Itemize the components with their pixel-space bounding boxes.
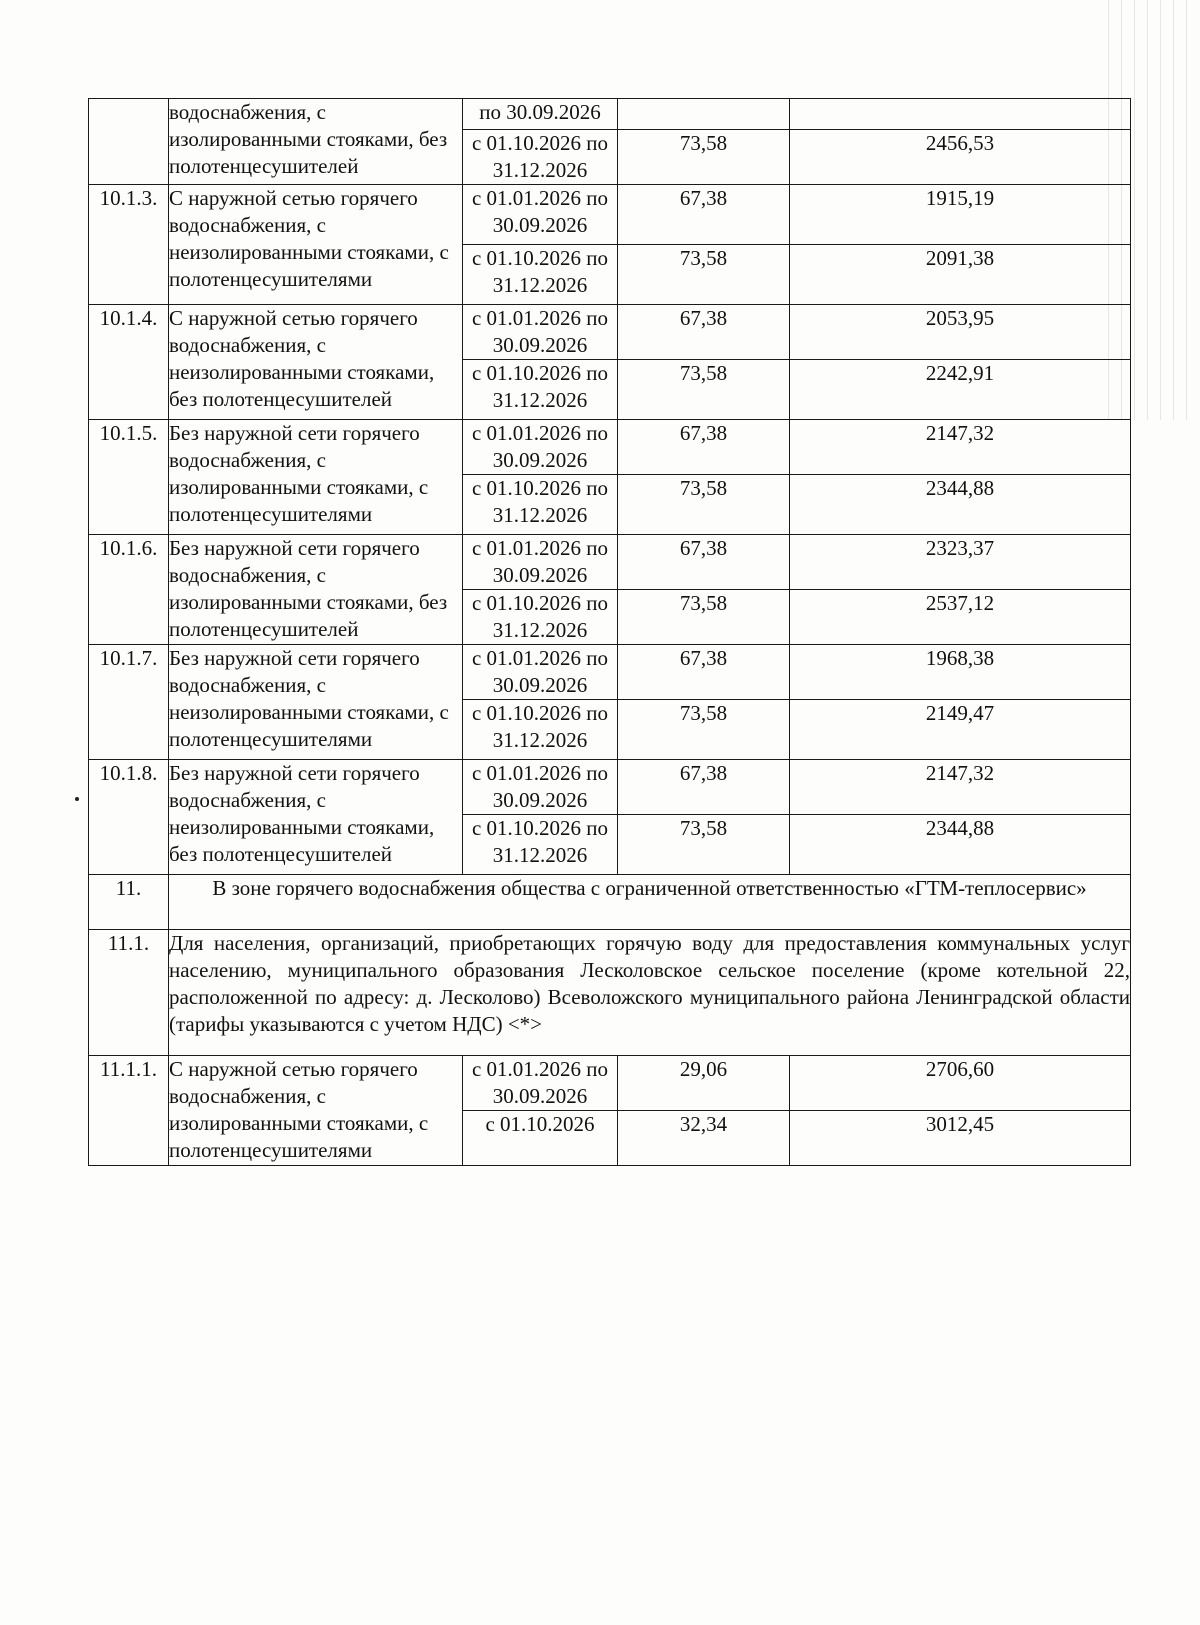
rate-cell: 29,06	[618, 1056, 790, 1111]
row-description: Без наружной сети горячего водоснабжения, с неизолированными стояками, без полотенцесушителей	[169, 760, 463, 875]
price-cell: 2456,53	[790, 130, 1131, 185]
rate-cell: 73,58	[618, 700, 790, 760]
price-cell: 2147,32	[790, 760, 1131, 815]
table-row	[89, 1056, 1131, 1111]
rate-cell: 67,38	[618, 760, 790, 815]
period-cell: с 01.01.2026 по 30.09.2026	[463, 645, 618, 700]
price-cell: 2344,88	[790, 815, 1131, 875]
row-number: 10.1.4.	[89, 305, 169, 420]
section-title: В зоне горячего водоснабжения общества с ограниченной ответственностью «ГТМ-теплосервис»	[169, 875, 1131, 930]
rate-cell: 67,38	[618, 185, 790, 245]
table-row	[89, 760, 1131, 815]
table-row	[89, 420, 1131, 475]
row-description: Без наружной сети горячего водоснабжения, с изолированными стояками, без полотенцесушителей	[169, 535, 463, 645]
scan-speck	[75, 797, 79, 801]
rate-cell: 73,58	[618, 815, 790, 875]
period-cell: с 01.01.2026 по 30.09.2026	[463, 185, 618, 245]
section-number: 11.	[89, 875, 169, 930]
price-cell	[790, 99, 1131, 130]
rate-cell: 73,58	[618, 590, 790, 645]
period-cell: с 01.10.2026 по 31.12.2026	[463, 700, 618, 760]
price-cell: 2344,88	[790, 475, 1131, 535]
rate-cell: 67,38	[618, 420, 790, 475]
rate-cell: 73,58	[618, 360, 790, 420]
period-cell: с 01.10.2026 по 31.12.2026	[463, 245, 618, 305]
table-row	[89, 305, 1131, 360]
row-description: Без наружной сети горячего водоснабжения, с неизолированными стояками, с полотенцесушителями	[169, 645, 463, 760]
subsection-number: 11.1.	[89, 930, 169, 1056]
row-description: С наружной сетью горячего водоснабжения, с неизолированными стояками, с полотенцесушителями	[169, 185, 463, 305]
table-row	[89, 185, 1131, 245]
period-cell: с 01.10.2026 по 31.12.2026	[463, 590, 618, 645]
row-number: 10.1.3.	[89, 185, 169, 305]
price-cell: 2537,12	[790, 590, 1131, 645]
rate-cell: 73,58	[618, 130, 790, 185]
period-cell: с 01.01.2026 по 30.09.2026	[463, 305, 618, 360]
row-number: 10.1.8.	[89, 760, 169, 875]
row-description: С наружной сетью горячего водоснабжения, с неизолированными стояками, без полотенцесушителей	[169, 305, 463, 420]
period-cell: с 01.01.2026 по 30.09.2026	[463, 760, 618, 815]
row-number: 10.1.7.	[89, 645, 169, 760]
row-number: 11.1.1.	[89, 1056, 169, 1166]
period-cell: с 01.10.2026 по 31.12.2026	[463, 815, 618, 875]
price-cell: 2706,60	[790, 1056, 1131, 1111]
table-row	[89, 99, 1131, 130]
price-cell: 2242,91	[790, 360, 1131, 420]
period-cell: с 01.10.2026 по 31.12.2026	[463, 130, 618, 185]
period-cell: с 01.01.2026 по 30.09.2026	[463, 420, 618, 475]
rate-cell: 67,38	[618, 645, 790, 700]
rate-cell: 32,34	[618, 1111, 790, 1166]
price-cell: 2053,95	[790, 305, 1131, 360]
rate-cell: 67,38	[618, 535, 790, 590]
rate-cell: 73,58	[618, 475, 790, 535]
table-row	[89, 645, 1131, 700]
price-cell: 2147,32	[790, 420, 1131, 475]
row-description: С наружной сетью горячего водоснабжения, с изолированными стояками, с полотенцесушителями	[169, 1056, 463, 1166]
rate-cell	[618, 99, 790, 130]
period-cell: с 01.01.2026 по 30.09.2026	[463, 535, 618, 590]
price-cell: 2149,47	[790, 700, 1131, 760]
period-cell: с 01.10.2026 по 31.12.2026	[463, 360, 618, 420]
table-row	[89, 535, 1131, 590]
period-cell: с 01.01.2026 по 30.09.2026	[463, 1056, 618, 1111]
price-cell: 2323,37	[790, 535, 1131, 590]
period-cell: с 01.10.2026 по 31.12.2026	[463, 475, 618, 535]
price-cell: 2091,38	[790, 245, 1131, 305]
price-cell: 1915,19	[790, 185, 1131, 245]
subsection-text: Для населения, организаций, приобретающих горячую воду для предоставления коммунальных услуг населению, муниципального образования Лесколовское сельское поселение (кроме котельной 22, расположенной по адресу: д. Лесколово) Всеволожского муниципального района Ленинградской области (тарифы указываются с учетом НДС) <*>	[169, 930, 1131, 1056]
section-header-row	[89, 875, 1131, 930]
price-cell: 1968,38	[790, 645, 1131, 700]
tariff-table	[88, 98, 1131, 1166]
row-number: 10.1.5.	[89, 420, 169, 535]
period-cell: по 30.09.2026	[463, 99, 618, 130]
row-number	[89, 99, 169, 185]
row-number: 10.1.6.	[89, 535, 169, 645]
price-cell: 3012,45	[790, 1111, 1131, 1166]
subsection-row	[89, 930, 1131, 1056]
row-description: водоснабжения, с изолированными стояками, без полотенцесушителей	[169, 99, 463, 185]
rate-cell: 67,38	[618, 305, 790, 360]
rate-cell: 73,58	[618, 245, 790, 305]
period-cell: с 01.10.2026	[463, 1111, 618, 1166]
row-description: Без наружной сети горячего водоснабжения, с изолированными стояками, с полотенцесушителями	[169, 420, 463, 535]
